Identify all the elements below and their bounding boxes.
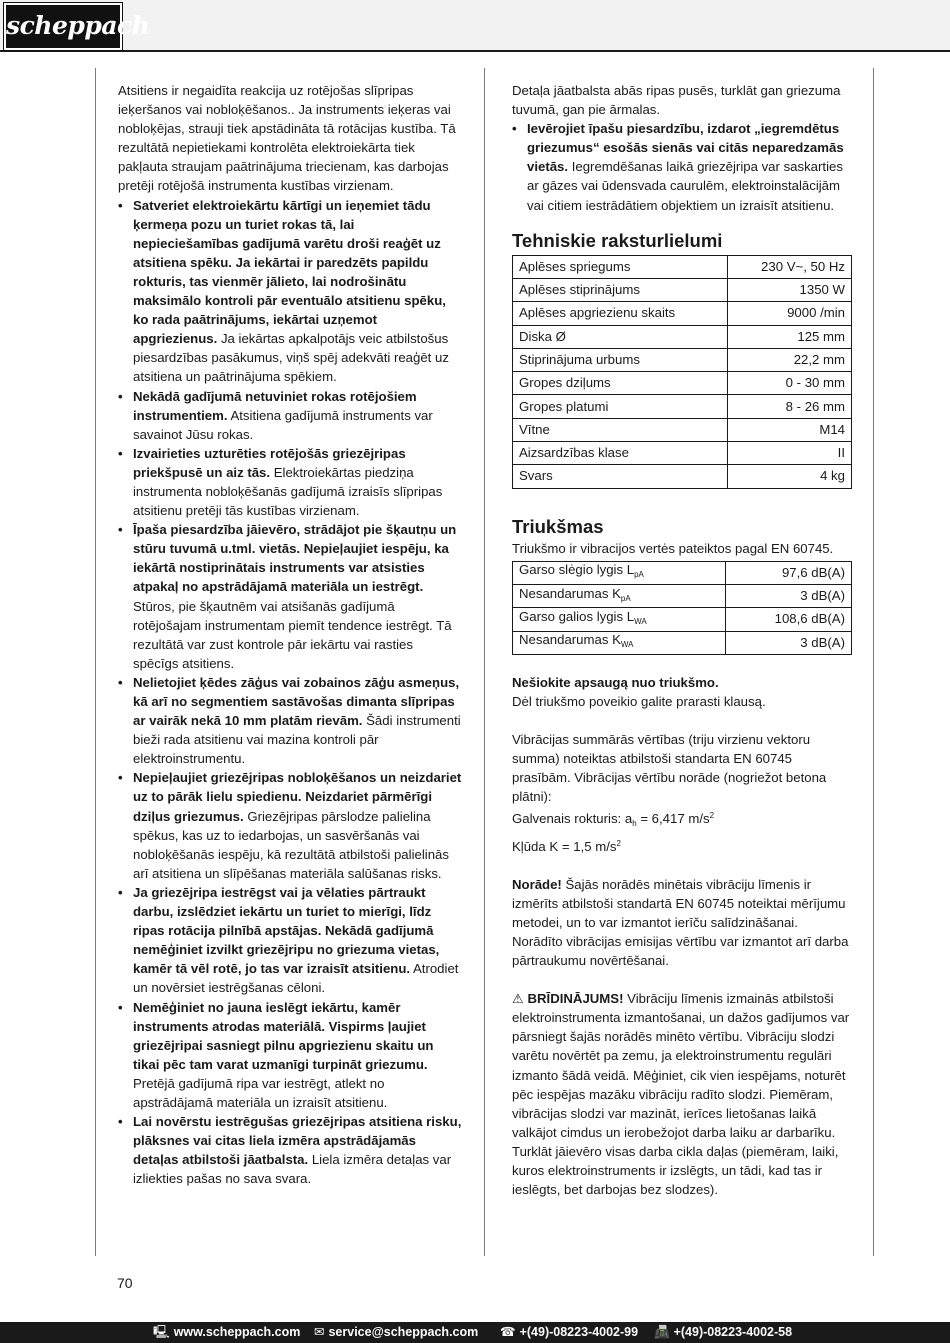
spec-label: Aplēses stiprinājums — [513, 278, 728, 301]
handle-sup: 2 — [709, 811, 715, 821]
noise-value: 3 dB(A) — [725, 585, 851, 608]
spec-label: Vītne — [513, 418, 728, 441]
spec-value: 1350 W — [728, 278, 852, 301]
kickback-intro: Atsitiens ir negaidīta reakcija uz rotējošas slīpripas ieķeršanos vai nobloķēšanos.. Ja instruments ieķeras vai nobloķējas, strauji tiek apstādināta tā rotācijas kustība. Tā rezultātā nepietiekami kontrolēta elektroiekārta tiek pakļauta straujam paātrinājuma triecienam, kas darbojas pretēji rotējošā instrumenta kustības virzienam. — [118, 83, 456, 194]
tech-heading: Tehniskie raksturlielumi — [512, 229, 723, 251]
hearing-protection-title: Nešiokite apsaugą nuo triukšmo. — [512, 674, 719, 690]
noise-label-sub: pA — [620, 593, 631, 603]
noise-label — [513, 585, 726, 608]
table-row — [513, 608, 852, 631]
noise-label-sub: WA — [634, 616, 647, 626]
table-row — [513, 325, 852, 348]
bullet-text: Ja iekārtas apkalpotājs veic atbilstošus piesardzības pasākumus, viņš spēj adekvāti reaģēt uz atsitiena un paātrinājuma spēkiem. — [133, 331, 449, 385]
table-row — [513, 418, 852, 441]
spec-value: 0 - 30 mm — [728, 372, 852, 395]
noise-label — [513, 561, 726, 584]
spec-value: 9000 /min — [728, 302, 852, 325]
bullet-text: Elektroiekārtas piedziņa instrumenta nobloķēšanās gadījumā izraisīs slīpripas atsitienu pretēji tās kustības virzienam. — [133, 464, 443, 519]
spec-label: Gropes platumi — [513, 395, 728, 418]
warning-label: BRĪDINĀJUMS! — [527, 991, 624, 1007]
table-row — [513, 631, 852, 654]
warning-text: Vibrāciju līmenis izmainās atbilstoši elektroinstrumenta izmantošanai, un dažos gadījumos var pārsniegt šajās norādēs minēto vērtību. Vibrāciju slodzi varētu novērtēt pa zemu, ja elektroinstrumentu regulāri izmanto šādā veidā. Mēģiniet, cik vien iespējams, noturēt pēc iespējas mazāku vibrāciju radīto slodzi. Piemēram, vibrācijas slodzi var mazināt, ierīces lietošanas laikā valkājot cimdus un ierobežojot darba laiku ar darbarīku. Turklāt jāievēro visas darba cikla daļas (piemēram, laiki, kuros elektroinstruments ir izslēgts, un tādi, kad tas ir ieslēgts, bet darbojas bez slodzes). — [512, 991, 850, 1198]
vibration-warning — [512, 989, 852, 1199]
noise-label-text: Nesandarumas K — [519, 585, 621, 601]
safety-bullet — [118, 196, 462, 387]
note-text: Šajās norādēs minētais vibrāciju līmenis ir izmērīts atbilstoši standartā EN 60745 noteiktai mērījumu metodei, un to var izmantot ierīču salīdzināšanai. Norādīto vibrācijas emisijas vērtību var izmantot arī darba pārtraukumu novērtēšanai. — [512, 876, 849, 969]
spec-value: II — [728, 442, 852, 465]
spec-value: 230 V~, 50 Hz — [728, 255, 852, 278]
bullet-text: Stūros, pie šķautnēm vai atsišanās gadījumā rotējošajam instrumentam piemīt tendence iestrēgt. Tā rezultātā var zust kontrole pār iekārtu vai rasties spēcīgs atsitiens. — [133, 598, 452, 671]
bullet-text: Atrodiet un novērsiet iestrēgšanas cēloni. — [133, 961, 459, 996]
safety-bullet — [118, 1112, 462, 1188]
noise-label-sub: pA — [634, 570, 644, 580]
bullet-bold-text: Nekādā gadījumā netuviniet rokas rotējošiem instrumentiem. — [133, 388, 417, 423]
bullet-bold-text: Ievērojiet īpašu piesardzību, izdarot „iegremdētus griezumus“ esošās sienās vai citās neparedzamās vietās. — [527, 121, 844, 175]
plunge-cut-bullet — [512, 119, 852, 214]
footer-fax[interactable] — [654, 1322, 792, 1343]
warning-icon: ⚠ — [512, 991, 524, 1007]
footer-email[interactable] — [314, 1322, 478, 1343]
noise-label-sub: WA — [620, 640, 634, 650]
bullet-bold-text: Īpaša piesardzība jāievēro, strādājot pie šķautņu un stūru tuvumā u.tml. vietās. Nepieļaujiet iespēju, ka iekārtā nostiprinātais instruments var atsisties atpakaļ no apstrādājamā materiāla un iestrēgt. — [133, 522, 457, 595]
noise-value: 97,6 dB(A) — [725, 561, 851, 584]
bullet-bold-text: Izvairieties uzturēties rotējošās griezējripas priekšpusē un aiz tās. — [133, 445, 406, 480]
bullet-text: Griezējripas pārslodze palielina spēkus, kas uz to iedarbojas, un sasvēršanās vai nobloķēšanās iespēju, kā rezultātā atbilstoši palielinās arī atsitiena un slīpēšanas materiāla salūšanas risks. — [133, 808, 449, 881]
noise-label-text: Nesandarumas K — [519, 632, 621, 648]
noise-label — [513, 608, 726, 631]
handle-sub: h — [632, 819, 637, 829]
right-column — [512, 81, 852, 1199]
table-row — [513, 255, 852, 278]
bullet-bold-text: Ja griezējripa iestrēgst vai ja vēlaties pārtraukt darbu, izslēdziet iekārtu un turiet to mierīgi, līdz ripas rotācija pilnībā apstājas. Nekādā gadījumā nemēģiniet izvilkt griezējripu no griezuma vietas, kamēr tā vēl rotē, jo tas var izraisīt atsitienu. — [133, 884, 440, 977]
tech-table — [512, 255, 852, 489]
spec-value: 4 kg — [728, 465, 852, 488]
table-row — [513, 348, 852, 371]
bullet-bold-text: Nelietojiet ķēdes zāģus vai zobainos zāģu asmeņus, kā arī no segmentiem sastāvošas dimanta slīpripas ar vairāk nekā 10 mm platām rievām. — [133, 674, 460, 729]
noise-value: 3 dB(A) — [725, 631, 851, 654]
note-label: Norāde! — [512, 876, 562, 892]
table-row — [513, 561, 852, 584]
safety-bullet — [118, 387, 462, 444]
noise-intro: Triukšmo ir vibracijos vertės pateiktos pagal EN 60745. — [512, 540, 834, 556]
bullet-bold-text: Lai novērstu iestrēgušas griezējripas atsitiena risku, plāksnes vai citas liela izmēra apstrādājamās detaļas atbilstoši jāatbalsta. — [133, 1114, 462, 1168]
spec-value: M14 — [728, 418, 852, 441]
safety-bullet — [118, 998, 462, 1113]
bullet-text: Liela izmēra detaļas var izliekties pašas no sava svara. — [133, 1152, 452, 1187]
bullet-bold-text: Nemēģiniet no jauna ieslēgt iekārtu, kamēr instruments atrodas materiālā. Vispirms ļaujiet griezējripai sasniegt pilnu apgriezienu skaitu un tikai pēc tam varat uzmanīgi turpināt griezumu. — [133, 999, 434, 1072]
vibration-intro: Vibrācijas summārās vērtības (triju virzienu vektoru summa) noteiktas atbilstoši standarta EN 60745 prasībām. Vibrācijas vērtību norāde (nogriežot betona plātni): — [512, 732, 827, 805]
phone-icon: ☎ — [500, 1325, 516, 1339]
noise-heading: Triukšmas — [512, 515, 604, 537]
table-row — [513, 278, 852, 301]
safety-bullet — [118, 883, 462, 998]
noise-table — [512, 561, 852, 655]
safety-bullet — [118, 444, 462, 520]
bullet-text: Pretējā gadījumā ripa var iestrēgt, atlekt no apstrādājamā materiāla un izraisīt atsitienu. — [133, 1075, 388, 1110]
table-row — [513, 302, 852, 325]
spec-label: Stiprinājuma urbums — [513, 348, 728, 371]
vibration-error — [512, 834, 852, 856]
fax-icon: 📠 — [654, 1325, 670, 1339]
column-rule-right — [873, 68, 874, 1256]
table-row — [513, 585, 852, 608]
support-paragraph: Detaļa jāatbalsta abās ripas pusēs, turklāt gan griezuma tuvumā, gan pie ārmalas. — [512, 83, 841, 118]
brand-logo-text: scheppach — [6, 11, 150, 40]
bullet-text: Iegremdēšanas laikā griezējripa var saskarties ar gāzes vai ūdensvada caurulēm, elektroinstalācijām vai citiem iestrādātiem objektiem un izraisīt atsitienu. — [527, 159, 843, 213]
spec-label: Diska Ø — [513, 325, 728, 348]
noise-value: 108,6 dB(A) — [725, 608, 851, 631]
page-number: 70 — [117, 1275, 133, 1291]
spec-label: Svars — [513, 465, 728, 488]
bullet-bold-text: Satveriet elektroiekārtu kārtīgi un ieņemiet tādu ķermeņa pozu un turiet rokas tā, lai nepieciešamības gadījumā varētu droši reaģēt uz atsitiena spēku. Ja iekārtai ir paredzēts papildu rokturis, tas vienmēr jālieto, lai nodrošinātu maksimālo kontroli pār eventuālo atsitienu spēku, ko rada paātrinājums, iekārtai uzņemot apgriezienus. — [133, 197, 446, 347]
noise-label-text: Garso slėgio lygis L — [519, 562, 635, 578]
phone-text: +(49)-08223-4002-99 — [519, 1325, 639, 1339]
brand-logo — [4, 3, 150, 50]
safety-bullet — [118, 673, 462, 768]
hearing-protection-text: Dėl triukšmo poveikio galite prarasti klausą. — [512, 694, 766, 709]
handle-label: Galvenais rokturis: a — [512, 811, 633, 827]
spec-value: 125 mm — [728, 325, 852, 348]
table-row — [513, 465, 852, 488]
bullet-bold-text: Nepieļaujiet griezējripas nobloķēšanos un neizdariet uz to pārāk lielu spiedienu. Neizdariet pārmērīgi dziļus griezumus. — [133, 770, 462, 824]
left-column — [118, 81, 462, 1188]
error-sup: 2 — [616, 838, 621, 848]
spec-value: 22,2 mm — [728, 348, 852, 371]
spec-label: Aplēses apgriezienu skaits — [513, 302, 728, 325]
spec-label: Aizsardzības klase — [513, 442, 728, 465]
error-value: Kļūda K = 1,5 m/s — [512, 838, 617, 854]
table-row — [513, 442, 852, 465]
email-text: service@scheppach.com — [328, 1325, 479, 1339]
column-rule-middle — [484, 68, 485, 1256]
table-row — [513, 395, 852, 418]
fax-text: +(49)-08223-4002-58 — [673, 1325, 793, 1339]
safety-bullet — [118, 520, 462, 673]
noise-label — [513, 631, 726, 654]
vibration-handle — [512, 806, 852, 833]
footer-website[interactable] — [153, 1322, 300, 1343]
handle-value: = 6,417 m/s — [636, 811, 710, 827]
column-rule-left — [95, 68, 96, 1256]
vibration-note — [512, 875, 852, 970]
monitor-icon: 🖳 — [153, 1325, 170, 1339]
spec-label: Aplēses spriegums — [513, 255, 728, 278]
website-text: www.scheppach.com — [173, 1325, 301, 1339]
spec-value: 8 - 26 mm — [728, 395, 852, 418]
safety-bullet — [118, 768, 462, 883]
table-row — [513, 372, 852, 395]
bullet-text: Šādi instrumenti bieži rada atsitienu vai mazina kontroli pār elektroinstrumentu. — [133, 713, 461, 767]
footer-bar — [0, 1322, 950, 1343]
noise-label-text: Garso galios lygis L — [519, 608, 635, 624]
envelope-icon: ✉ — [314, 1325, 325, 1339]
spec-label: Gropes dziļums — [513, 372, 728, 395]
bullet-text: Atsitiena gadījumā instruments var savainot Jūsu rokas. — [133, 407, 433, 442]
footer-phone[interactable] — [500, 1322, 638, 1343]
header-band — [0, 0, 950, 52]
